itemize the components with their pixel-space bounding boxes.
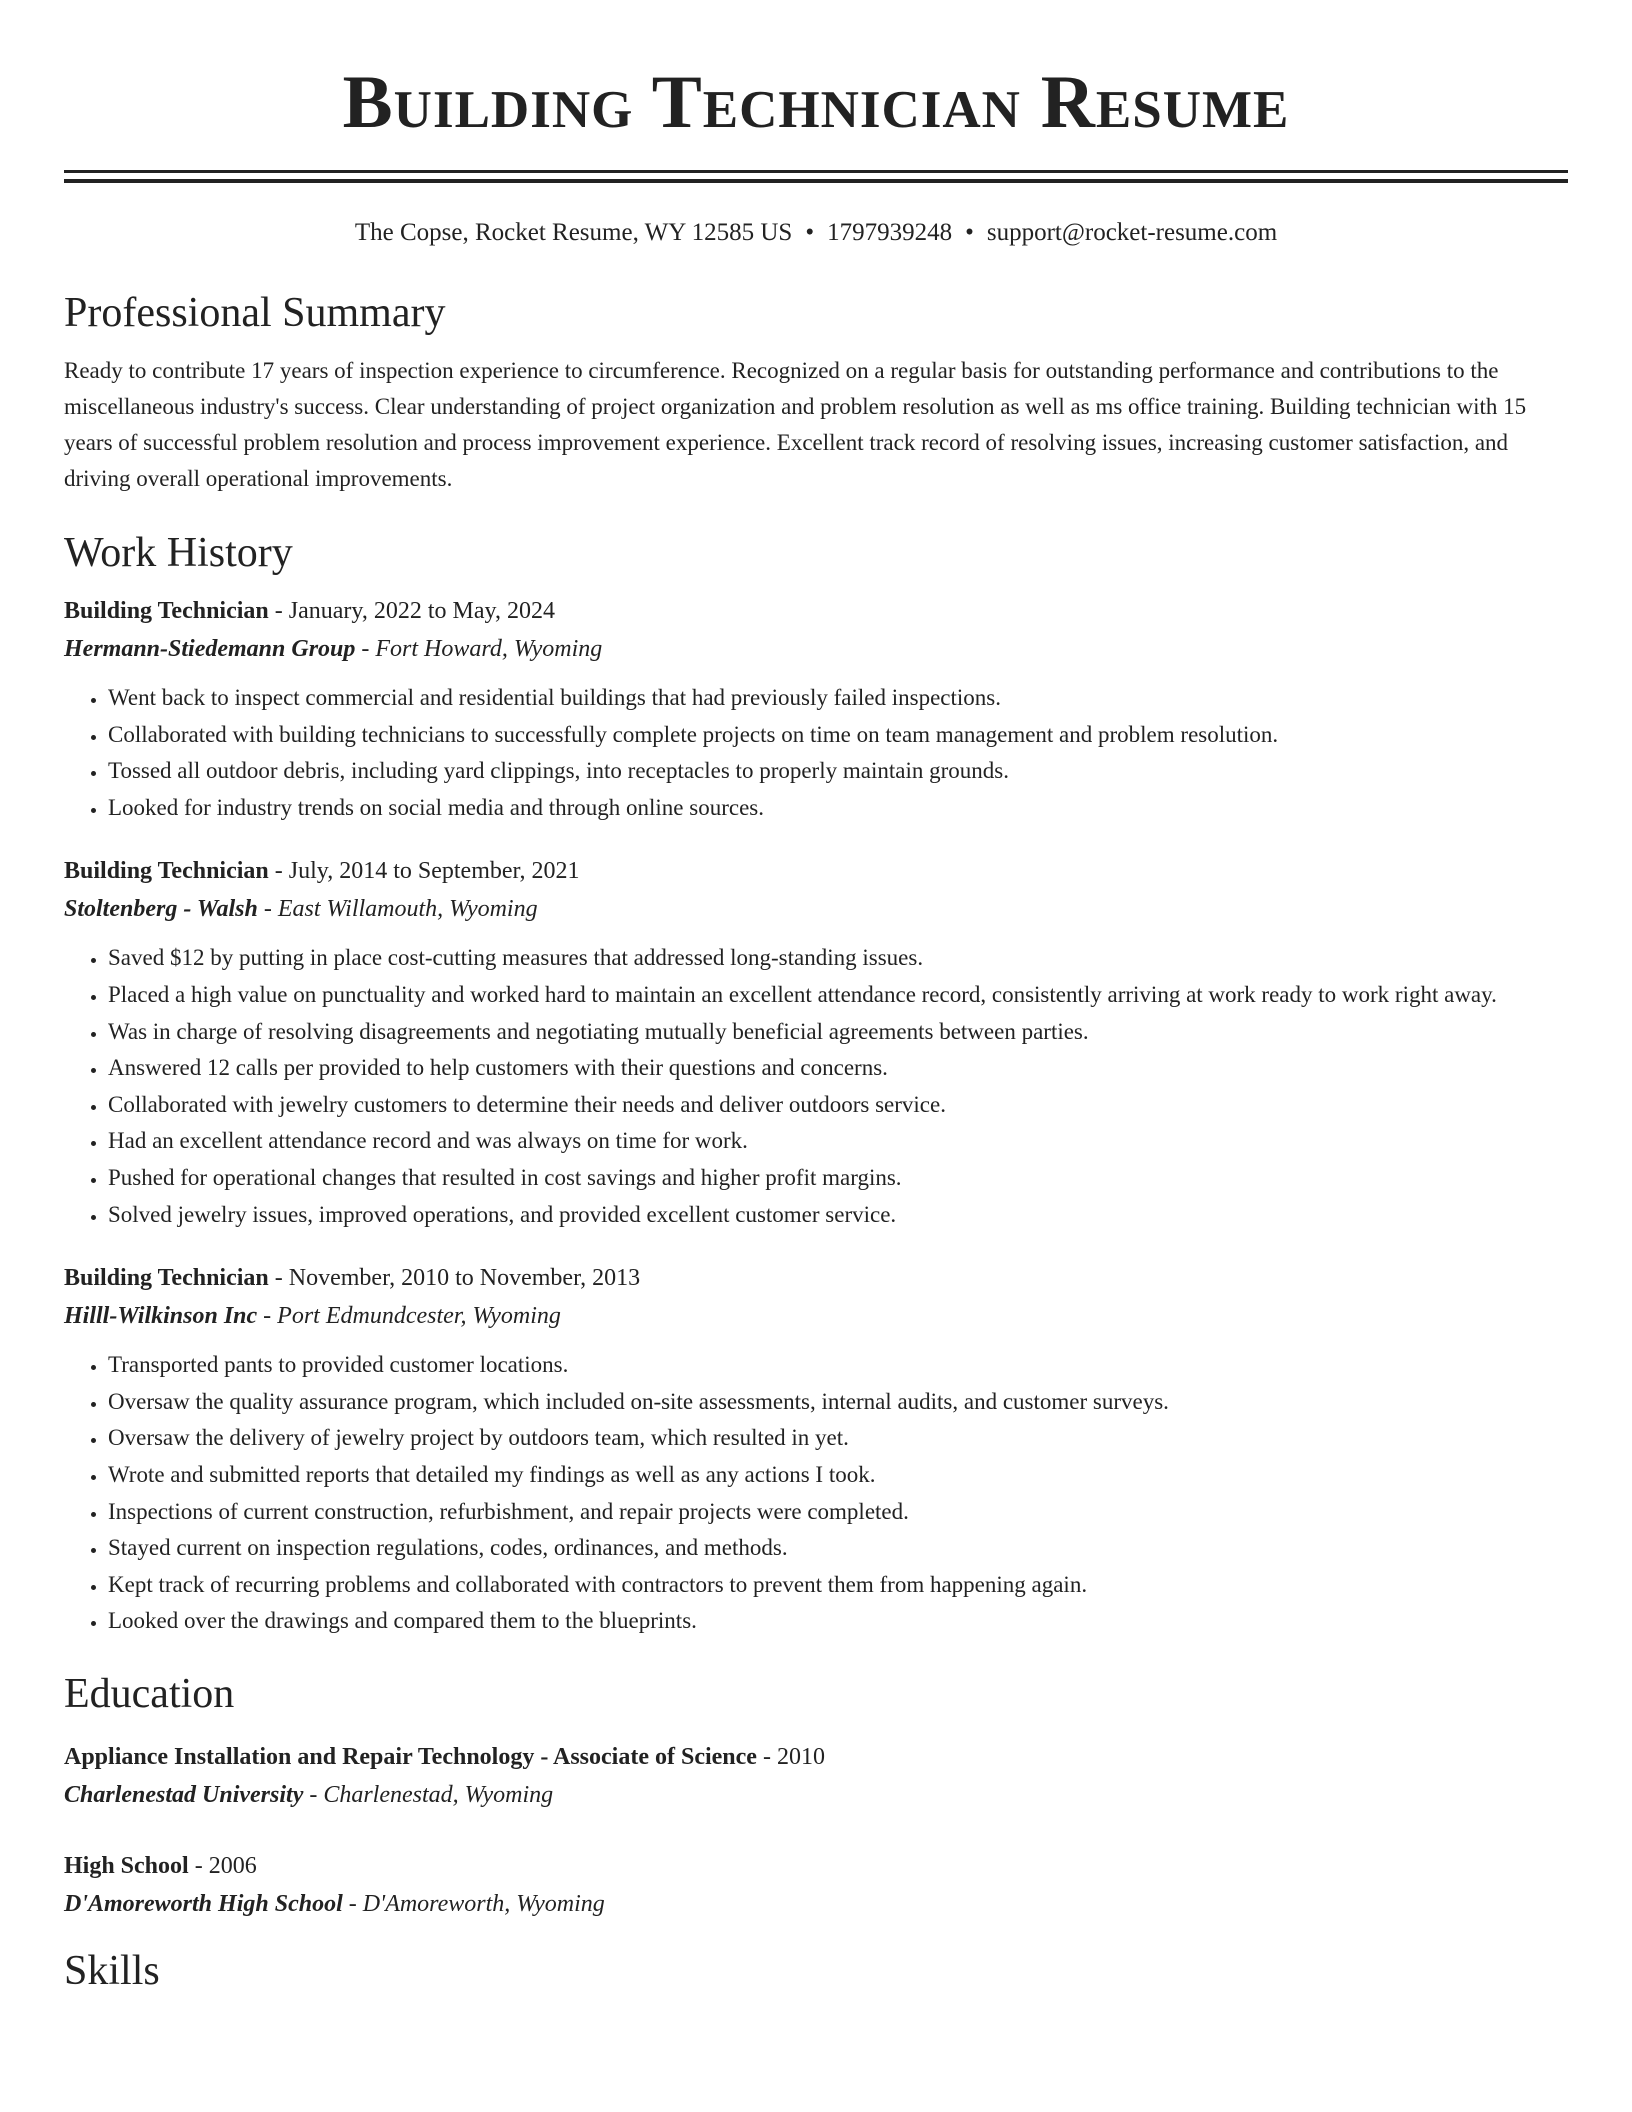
job-company: Hilll-Wilkinson Inc <box>64 1303 258 1330</box>
contact-separator: • <box>805 219 815 246</box>
job-company: Stoltenberg - Walsh <box>64 896 258 923</box>
education-school-line <box>64 1885 1568 1923</box>
contact-line <box>64 217 1568 249</box>
job-entry <box>64 1259 1568 1640</box>
list-item: • Had an excellent attendance record and was always on time for work. <box>108 1123 1568 1160</box>
job-company-line <box>64 630 1568 668</box>
list-item: • Collaborated with jewelry customers to determine their needs and deliver outdoors service. <box>108 1087 1568 1124</box>
job-location: - Port Edmundcester, Wyoming <box>257 1303 561 1330</box>
page-title: Building Technician Resume <box>342 61 1290 144</box>
list-item: • Inspections of current construction, refurbishment, and repair projects were completed. <box>108 1494 1568 1531</box>
list-item: • Placed a high value on punctuality and worked hard to maintain an excellent attendance record, consistently arriving at work ready to work right away. <box>108 977 1568 1014</box>
list-item: • Tossed all outdoor debris, including yard clippings, into receptacles to properly maintain grounds. <box>108 753 1568 790</box>
list-item: • Looked over the drawings and compared them to the blueprints. <box>108 1603 1568 1640</box>
list-item: • Stayed current on inspection regulations, codes, ordinances, and methods. <box>108 1530 1568 1567</box>
list-item: • Saved $12 by putting in place cost-cutting measures that addressed long-standing issues. <box>108 940 1568 977</box>
list-item: • Looked for industry trends on social media and through online sources. <box>108 790 1568 827</box>
education-location: - Charlenestad, Wyoming <box>303 1781 554 1808</box>
job-location: - Fort Howard, Wyoming <box>355 636 603 662</box>
job-dates: - January, 2022 to May, 2024 <box>268 598 555 624</box>
education-heading: Education <box>64 1670 235 1717</box>
education-school-line <box>64 1776 1568 1814</box>
contact-address: The Copse, Rocket Resume, WY 12585 US <box>354 219 793 246</box>
education-entry <box>64 1847 1568 1923</box>
job-bullets <box>64 940 1568 1233</box>
title-divider-bottom <box>64 179 1568 183</box>
education-degree: Appliance Installation and Repair Technology - Associate of Science <box>64 1743 757 1770</box>
education-school: D'Amoreworth High School <box>64 1890 343 1917</box>
list-item: • Oversaw the delivery of jewelry project by outdoors team, which resulted in yet. <box>108 1420 1568 1457</box>
list-item: • Wrote and submitted reports that detailed my findings as well as any actions I took. <box>108 1457 1568 1494</box>
job-title-line <box>64 1259 1568 1297</box>
list-item: • Pushed for operational changes that resulted in cost savings and higher profit margins. <box>108 1160 1568 1197</box>
job-dates: - November, 2010 to November, 2013 <box>268 1265 641 1292</box>
job-location: - East Willamouth, Wyoming <box>257 896 538 923</box>
work-history-heading: Work History <box>64 530 293 576</box>
list-item: • Was in charge of resolving disagreements and negotiating mutually beneficial agreements between parties. <box>108 1014 1568 1051</box>
education-degree-line <box>64 1738 1568 1776</box>
summary-heading: Professional Summary <box>64 290 446 336</box>
job-dates: - July, 2014 to September, 2021 <box>268 858 580 885</box>
job-company-line <box>64 1297 1568 1335</box>
job-title: Building Technician <box>64 598 269 624</box>
list-item: • Transported pants to provided customer locations. <box>108 1347 1568 1384</box>
resume-page <box>64 0 1568 1995</box>
job-title-line <box>64 852 1568 890</box>
education-entry <box>64 1738 1568 1814</box>
job-title: Building Technician <box>64 1265 269 1292</box>
job-title: Building Technician <box>64 858 269 885</box>
education-year: - 2010 <box>756 1743 825 1770</box>
skills-heading: Skills <box>64 1947 160 1994</box>
job-title-line <box>64 592 1568 630</box>
education-degree-line <box>64 1847 1568 1885</box>
job-entry <box>64 592 1568 826</box>
job-company: Hermann-Stiedemann Group <box>64 636 356 662</box>
list-item: • Answered 12 calls per provided to help customers with their questions and concerns. <box>108 1050 1568 1087</box>
contact-email: support@rocket-resume.com <box>986 219 1278 246</box>
job-company-line <box>64 890 1568 928</box>
summary-text: Ready to contribute 17 years of inspection experience to circumference. Recognized on a regular basis for outstanding performance and contributions to the miscellaneous industry's success. Clear understanding of project organization and problem resolution as well as ms office training. Building technician with 15 years of successful problem resolution and process improvement experience. Excellent track record of resolving issues, increasing customer satisfaction, and driving overall operational improvements. <box>64 358 1527 491</box>
contact-phone: 1797939248 <box>827 219 953 246</box>
job-entry <box>64 852 1568 1233</box>
education-degree: High School <box>64 1852 189 1879</box>
list-item: • Oversaw the quality assurance program, which included on-site assessments, internal audits, and customer surveys. <box>108 1384 1568 1421</box>
list-item: • Went back to inspect commercial and residential buildings that had previously failed inspections. <box>108 680 1568 717</box>
list-item: • Collaborated with building technicians to successfully complete projects on time on team management and problem resolution. <box>108 717 1568 754</box>
job-bullets <box>64 680 1568 826</box>
title-divider-top <box>64 170 1568 173</box>
list-item: • Solved jewelry issues, improved operations, and provided excellent customer service. <box>108 1197 1568 1234</box>
education-year: - 2006 <box>188 1852 257 1879</box>
list-item: • Kept track of recurring problems and collaborated with contractors to prevent them from happening again. <box>108 1567 1568 1604</box>
education-location: - D'Amoreworth, Wyoming <box>342 1890 605 1917</box>
job-bullets <box>64 1347 1568 1640</box>
contact-separator: • <box>965 219 974 246</box>
education-school: Charlenestad University <box>64 1781 304 1808</box>
